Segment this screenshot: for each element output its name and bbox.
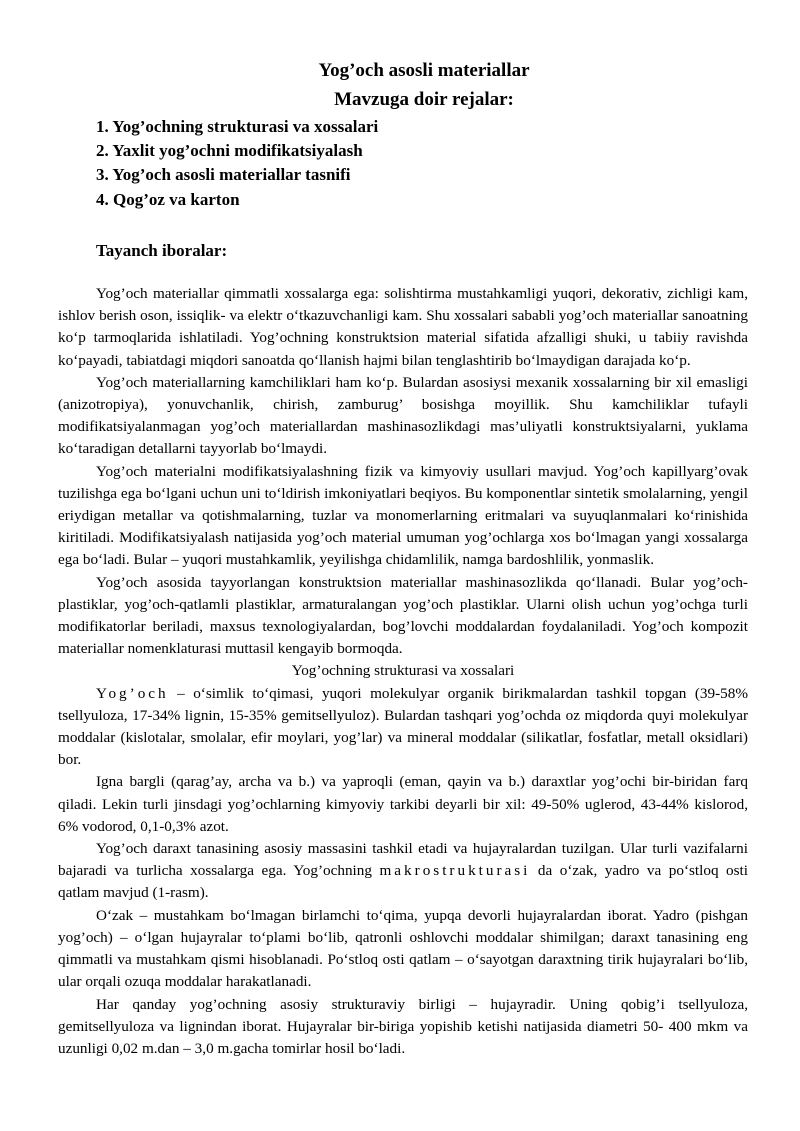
paragraph [58,683,748,772]
paragraph-text: Yog’och daraxt tanasining asosiy massasini tashkil etadi va hujayralardan tuzilgan. Ular turli vazifalarni bajaradi va turlicha xossalarga ega. Yog’ochning [58,840,748,880]
paragraph-text: da o‘zak, yadro va po‘stloq osti qatlam mavjud (1-rasm). [58,862,748,902]
paragraph-text: – o‘simlik to‘qimasi, yuqori molekulyar organik birikmalardan tashkil topgan (39-58% tsellyuloza, 17-34% lignin, 15-35% gemitsellyuloz). Bulardan tashqari yog’ochda oz miqdorda quyi molekulyar moddalar (kislotalar, smolalar, efir moylari, yog’lar) va mineral moddalar (silikatlar, fosfatlar, metall oksidlari) bor. [58,684,748,769]
section-heading: Yog’ochning strukturasi va xossalari [291,662,515,680]
document-title: Yog’och asosli materiallar [318,60,530,81]
plan-item-1: 1. Yog’ochning strukturasi va xossalari [96,117,379,136]
paragraph: Yog’och materiallarning kamchiliklari ham ko‘p. Bulardan asosiysi mexanik xossalarning bir xil emasligi (anizotropiya), yonuvchanlik, chirish, zamburug’ bosishga moyillik. Shu kamchiliklar tufayli modifikatsiyalanmagan yog’och materiallardan mashinasozlikdagi mas’uliyatli konstruktsiyalarni, yuklama ko‘taradigan detallarni tayyorlab bo‘lmaydi. [58,373,748,458]
spaced-term: Yog’och [96,684,169,702]
paragraph [58,838,748,905]
paragraph: Yog’och materialni modifikatsiyalashning fizik va kimyoviy usullari mavjud. Yog’och kapillyarg’ovak tuzilishga ega bo‘lgani uchun uni to‘ldirish imkoniyatlari beqiyos. Bu komponentlar sintetik smolalarning, yengil eriydigan metallar va qotishmalarning, tuzlar va monomerlarning eritmalari va suyuqlanmalari ko‘rinishida kiritiladi. Modifikatsiyalash natijasida yog’och material umuman yog’ochlarga xos bo‘lmagan yangi xossalarga ega bo‘ladi. Bular – yuqori mustahkamlik, yeyilishga chidamlilik, namga bardoshlilik, yonmaslik. [58,462,748,569]
plan-item-2: 2. Yaxlit yog’ochni modifikatsiyalash [96,141,363,160]
plan-heading: Mavzuga doir rejalar: [334,89,514,110]
spaced-term: makrostrukturasi [379,862,531,880]
plan-item-3: 3. Yog’och asosli materiallar tasnifi [96,165,351,184]
paragraph: Yog’och materiallar qimmatli xossalarga ega: solishtirma mustahkamligi yuqori, dekorativ, zichligi kam, ishlov berish oson, issiqlik- va elektr o‘tkazuvchanligi kam. Shu xossalari sababli yog’och materiallar sanoatning ko‘p tarmoqlarida ishlatiladi. Yog’ochning konstruktsion material sifatida afzalligi shuki, u tabiiy ravishda ko‘payadi, tabiatdagi miqdori sanoatda qo‘llanish hajmi bilan tenglashtirib bo‘lmaydigan darajada ko‘p. [58,285,748,369]
paragraph: Yog’och asosida tayyorlangan konstruktsion materiallar mashinasozlikda qo‘llanadi. Bular yog’och-plastiklar, yog’och-qatlamli plastiklar, armaturalangan yog’och plastiklar. Ularni olish uchun yog’ochga turli modifikatorlar beriladi, maxsus texnologiyalardan, bog’lovchi moddalardan foydalaniladi. Yog’och kompozit materiallar nomenklaturasi muttasil kengayib bormoqda. [58,573,748,658]
plan-item-4: 4. Qog’oz va karton [96,190,240,209]
body-text [58,283,748,1060]
keywords-heading: Tayanch iboralar: [96,241,228,260]
paragraph: Igna bargli (qarag’ay, archa va b.) va yaproqli (eman, qayin va b.) daraxtlar yog’ochi bir-biridan farq qiladi. Lekin turli jinsdagi yog’ochlarning kimyoviy tarkibi deyarli bir xil: 49-50% uglerod, 43-44% kislorod, 6% vodorod, 0,1-0,3% azot. [58,773,748,835]
paragraph: Har qanday yog’ochning asosiy strukturaviy birligi – hujayradir. Uning qobig’i tsellyuloza, gemitsellyuloza va lignindan iborat. Hujayralar bir-biriga yopishib ketishi natijasida diametri 50- 400 mkm va uzunligi 0,02 m.dan – 3,0 m.gacha tomirlar hosil bo‘ladi. [58,995,748,1057]
paragraph: O‘zak – mustahkam bo‘lmagan birlamchi to‘qima, yupqa devorli hujayralardan iborat. Yadro (pishgan yog’och) – o‘lgan hujayralar to‘plami bo‘lib, qatronli oshlovchi moddalar shimilgan; daraxt tanasining eng qimmatli va mustahkam qismi hisoblanadi. Po‘stloq osti qatlam – o‘sayotgan daraxtning tirik hujayralari bo‘lib, ular orqali ozuqa moddalar harakatlanadi. [58,906,748,991]
